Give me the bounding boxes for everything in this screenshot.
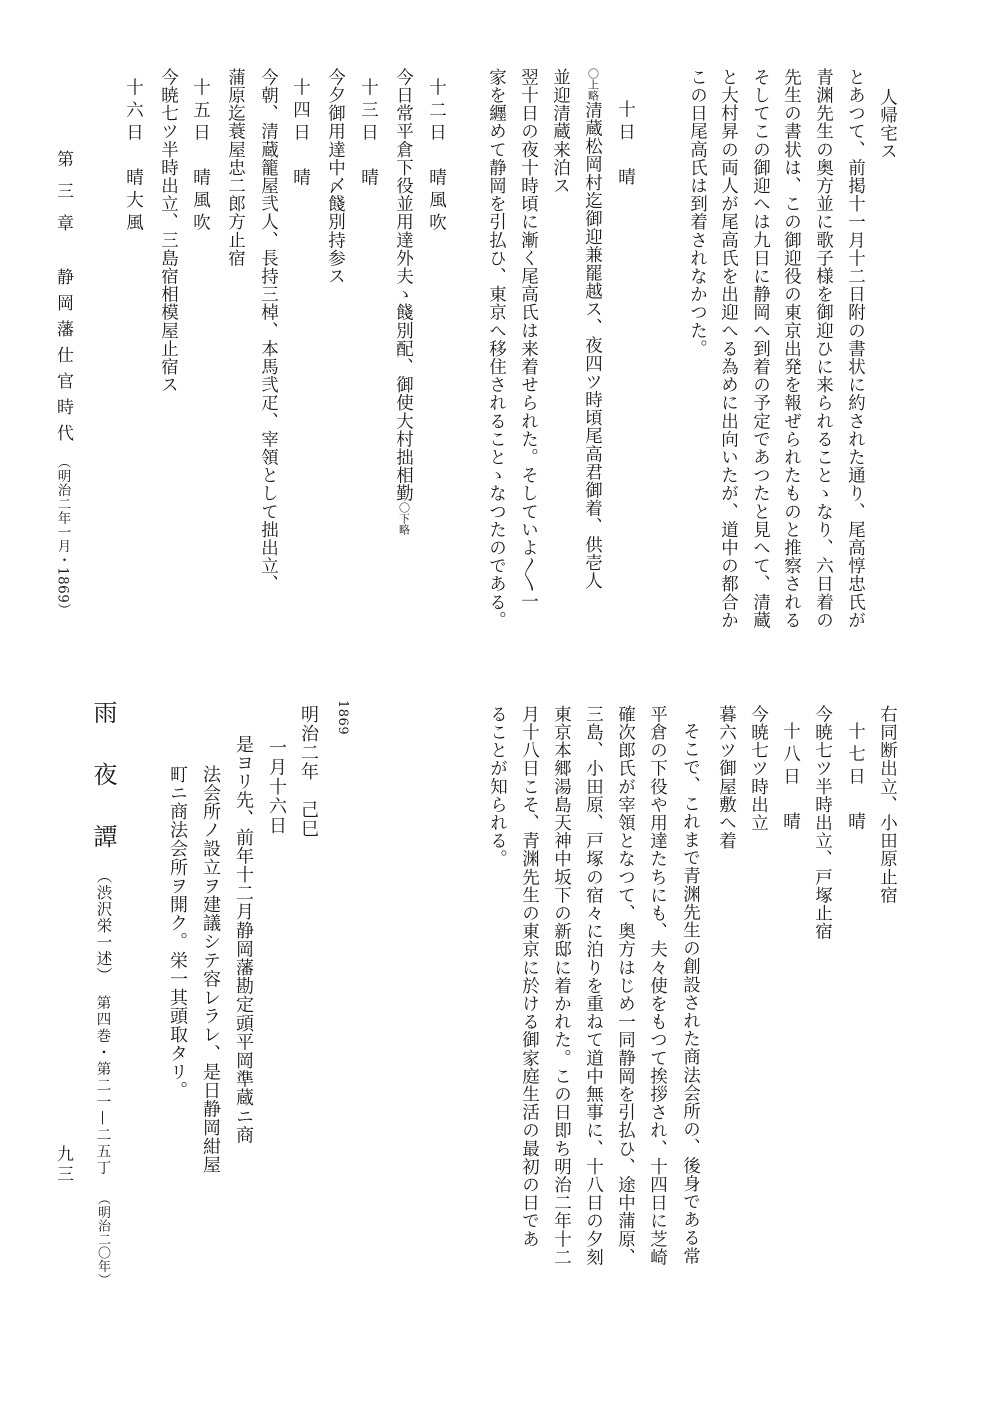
chronicle-text: 法会所ノ設立ヲ建議シテ容レラレ、是日静岡紺屋 [200,765,221,1175]
chronicle-date: 一月十六日 [266,738,287,836]
western-year: 1869 [335,700,350,736]
narrative-line: そこで、これまで青渊先生の創設された商法会所の、後身である常 [680,722,701,1265]
running-head-chapter: 第三章 [53,150,73,246]
narrative-line: この日尾高氏は到着されなかつた。 [687,68,708,358]
narrative-line: 月十八日こそ、青渊先生の東京に於ける御家庭生活の最初の日であ [519,705,540,1248]
narrative-line: 翌十日の夜十時頃に漸く尾高氏は来着せられた。そしていよ〳〵一 [518,68,539,611]
source-author: （渋沢栄一述） [94,868,113,984]
diary-date: 十七日 晴 [845,722,866,835]
diary-date: 十八日 晴 [780,722,801,835]
narrative-line: 確次郎氏が宰領となつて、奥方はじめ一同静岡を引払ひ、途中蒲原、 [615,705,636,1267]
diary-date: 十五日 晴風吹 [190,78,211,236]
diary-entry [394,68,412,535]
narrative-line: 三島、小田原、戸塚の宿々に泊りを重ねて道中無事に、十八日の夕刻 [583,705,604,1267]
running-head-title: 静岡藩仕官時代 [53,268,73,450]
narrative-line: そしてこの御迎へは九日に静岡へ到着の予定であつたと見へて、清蔵 [750,68,771,630]
narrative-line: ることが知られる。 [487,705,508,868]
diary-date: 十二日 晴風吹 [426,78,447,236]
narrative-line: 先生の書状は、この御迎役の東京出発を報ぜられたものと推察される [781,68,802,630]
diary-entry: 今夕御用達中〆餞別持参ス [325,68,346,286]
chronicle-text: 是ヨリ先、前年十二月静岡藩勘定頭平岡準蔵ニ商 [233,735,254,1145]
diary-entry: 今暁七ツ半時出立、戸塚止宿 [812,705,833,941]
diary-entry: 暮六ツ御屋敷へ着 [716,705,737,850]
running-head-period: （明治二年一月・1869） [54,455,71,618]
narrative-line: 家を纒めて静岡を引払ひ、東京へ移住されることゝなつたのである。 [486,68,507,630]
era-heading: 明治二年 己巳 [298,705,319,838]
diary-date: 十六日 晴大風 [123,78,144,236]
diary-date: 十四日 晴 [290,78,311,191]
diary-entry: 今暁七ツ半時出立、三島宿相模屋止宿ス [158,68,179,394]
diary-date: 十日 晴 [615,100,636,190]
diary-date: 十三日 晴 [358,78,379,191]
narrative-line: とあつて、前掲十一月十二日附の書状に約された通り、尾高惇忠氏が [845,68,866,630]
narrative-line: 平倉の下役や用達たちにも、夫々使をもつて挨拶され、十四日に芝崎 [647,705,668,1267]
source-location: 第四巻・第二一—二五丁 [94,995,111,1177]
source-date: （明治二〇年） [95,1192,110,1287]
omission-note: 〇上略 [586,68,600,101]
source-title: 雨夜譚 [89,700,117,886]
diary-entry-text: 今日常平倉下役並用達外夫ゝ餞別配、御使大村拙相勤 [393,68,414,503]
narrative-line: 人帰宅ス [877,88,898,161]
omission-note: 〇下略 [397,502,411,536]
narrative-line: 東京本郷湯島天神中坂下の新邸に着かれた。この日即ち明治二年十二 [551,705,572,1267]
diary-entry: 右同断出立、小田原止宿 [877,705,898,905]
narrative-line: と大村昇の両人が尾高氏を出迎へる為めに出向いたが、道中の都合か [718,68,739,630]
diary-entry: 蒲原迄蓑屋忠二郎方止宿 [225,68,246,268]
diary-entry: 今朝、清蔵籠屋弐人、長持三棹、本馬弐疋、宰領として拙出立、 [258,68,279,593]
diary-entry-text: 清蔵松岡村迄御迎兼罷越ス、夜四ツ時頃尾高君御着、供壱人 [582,101,603,590]
chronicle-text: 町ニ商法会所ヲ開ク。栄一其頭取タリ。 [167,765,188,1100]
diary-entry [583,68,601,590]
narrative-line: 青渊先生の奥方並に歌子様を御迎ひに来られることゝなり、六日着の [813,68,834,630]
diary-entry: 今暁七ツ時出立 [748,705,769,832]
diary-entry: 並迎清蔵来泊ス [550,68,571,195]
page-number: 九三 [53,1145,73,1185]
